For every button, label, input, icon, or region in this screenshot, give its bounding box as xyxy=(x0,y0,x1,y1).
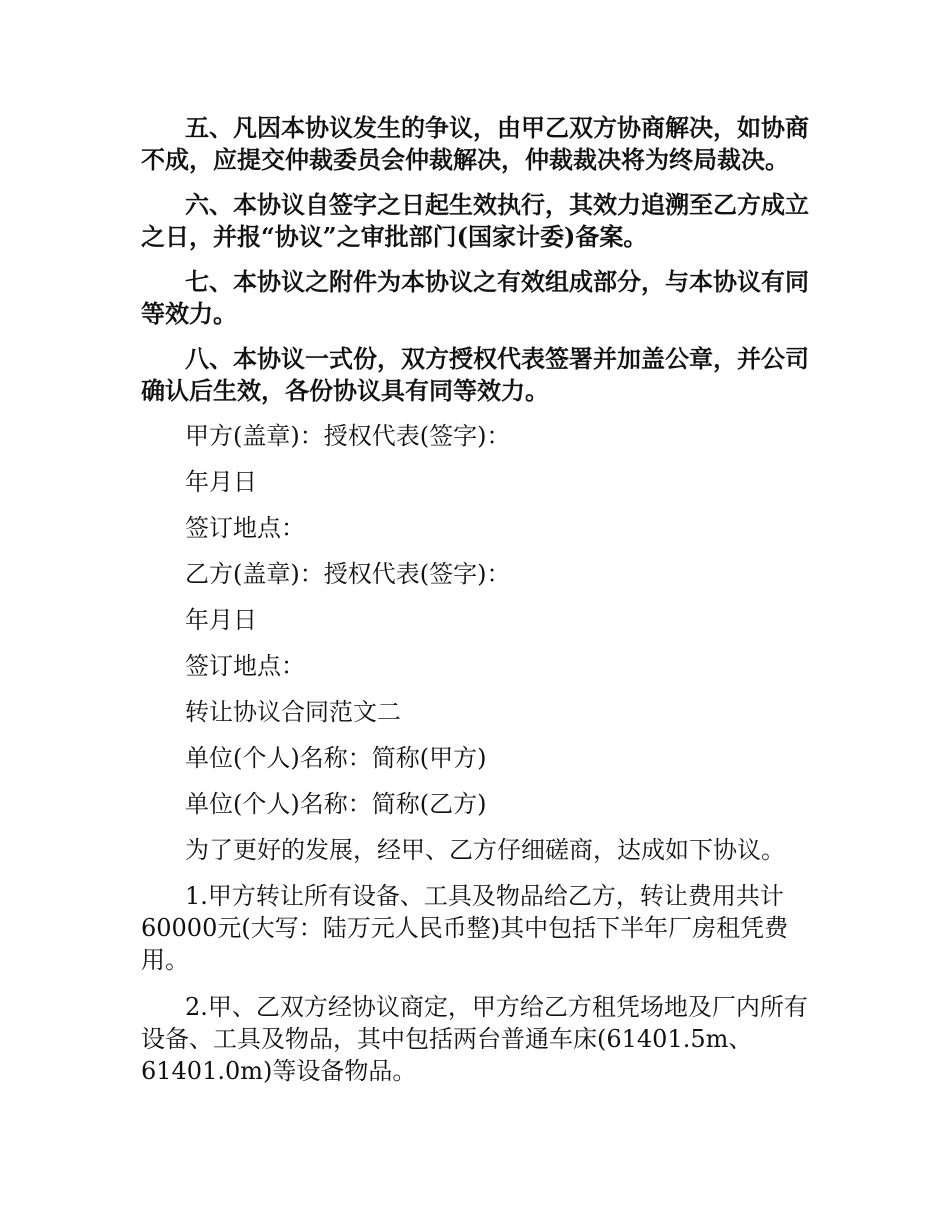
clause-7: 七、本协议之附件为本协议之有效组成部分，与本协议有同等效力。 xyxy=(141,267,809,328)
party-b-date: 年月日 xyxy=(185,606,257,634)
party-b-signature: 乙方(盖章)：授权代表(签字)： xyxy=(185,560,511,588)
clause-5: 五、凡因本协议发生的争议，由甲乙双方协商解决，如协商不成，应提交仲裁委员会仲裁解决，仲裁裁决将为终局裁决。 xyxy=(141,113,809,174)
intro-paragraph: 为了更好的发展，经甲、乙方仔细磋商，达成如下协议。 xyxy=(185,836,785,864)
item-1: 1.甲方转让所有设备、工具及物品给乙方，转让费用共计60000元(大写：陆万元人民币整)其中包括下半年厂房租凭费用。 xyxy=(141,882,789,974)
section-title: 转让协议合同范文二 xyxy=(185,698,401,726)
party-a-place: 签订地点： xyxy=(185,514,305,542)
party-a-date: 年月日 xyxy=(185,468,257,496)
item-2: 2.甲、乙双方经协议商定，甲方给乙方租凭场地及厂内所有设备、工具及物品，其中包括两台普通车床(61401.5m、61401.0m)等设备物品。 xyxy=(141,993,808,1085)
unit-b-name: 单位(个人)名称：简称(乙方) xyxy=(185,790,487,818)
clause-6: 六、本协议自签字之日起生效执行，其效力追溯至乙方成立之日，并报“协议”之审批部门(国家计委)备案。 xyxy=(141,190,809,251)
party-b-place: 签订地点： xyxy=(185,652,305,680)
party-a-signature: 甲方(盖章)：授权代表(签字)： xyxy=(185,422,511,450)
document-body xyxy=(141,112,821,1087)
clause-8: 八、本协议一式份，双方授权代表签署并加盖公章，并公司确认后生效，各份协议具有同等效力。 xyxy=(141,344,809,405)
unit-a-name: 单位(个人)名称：简称(甲方) xyxy=(185,744,487,772)
